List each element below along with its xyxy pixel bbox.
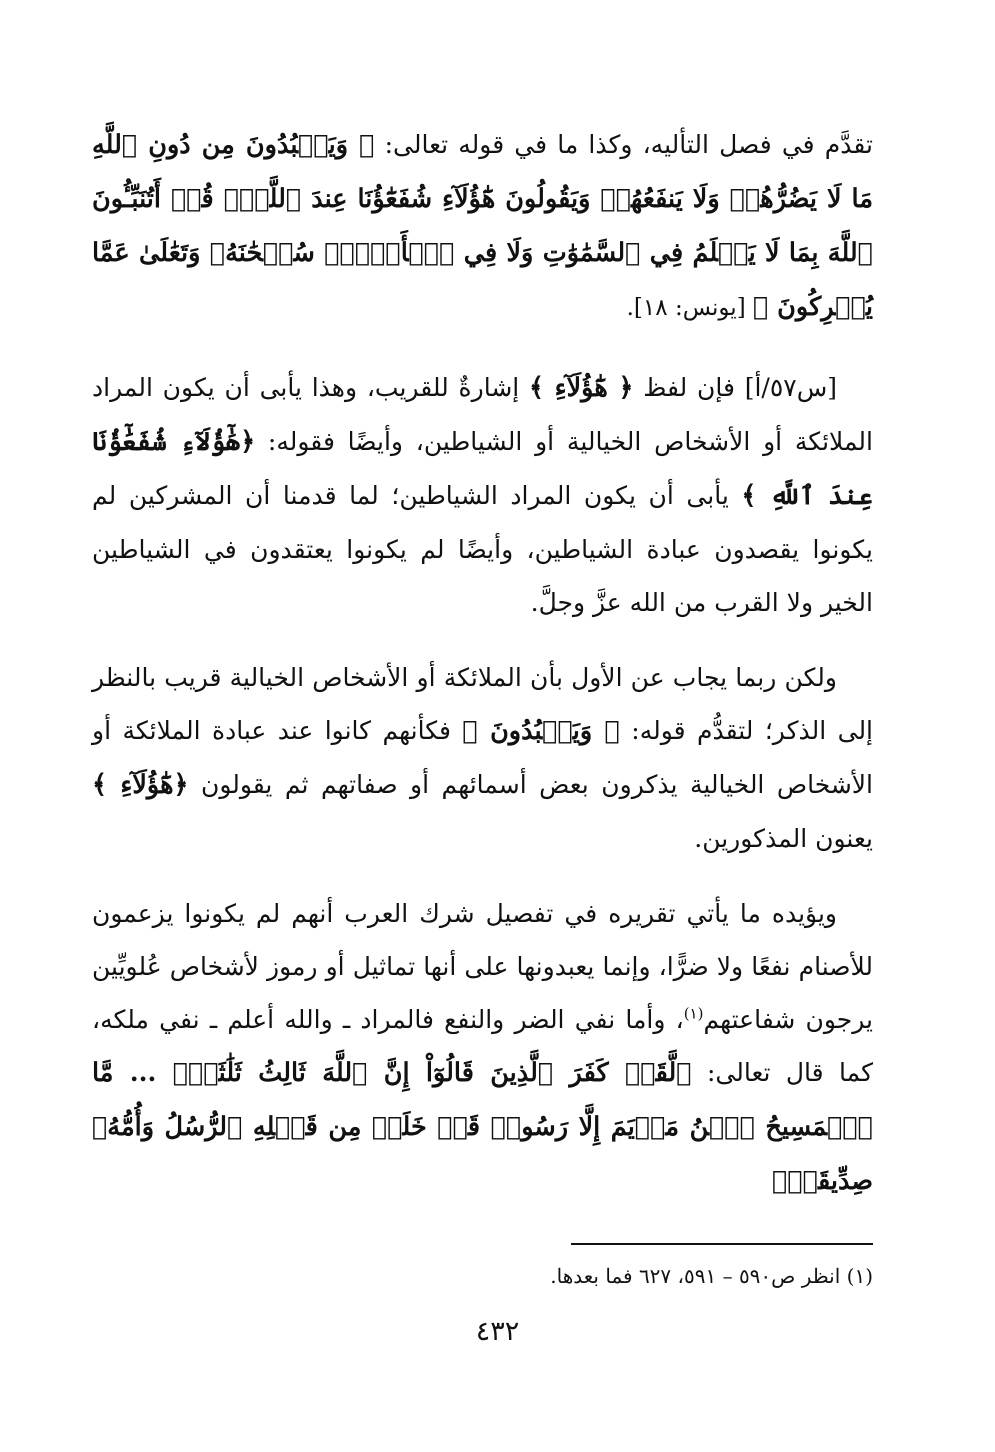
paragraph-text: تقدَّم في فصل التأليه، وكذا ما في قوله تعالى: — [374, 130, 873, 159]
paragraph-text: [س٥٧/أ] فإن لفظ — [633, 373, 837, 402]
main-text — [92, 118, 873, 1230]
quran-word: ﴿هَٰٓؤُلَآءِ ﴾ — [92, 770, 189, 800]
paragraph-text: يعنون المذكورين. — [694, 824, 873, 853]
paragraph-3 — [92, 651, 873, 865]
paragraph-text: إشارةٌ للقريب، وهذا يأبى أن يكون المراد الملائكة أو الأشخاص الخيالية أو الشياطين، وأيضًا فقوله: — [92, 373, 873, 456]
quran-word: ﴿ هَٰٓؤُلَآءِ ﴾ — [529, 373, 634, 403]
paragraph-text: ولكن ربما يجاب عن الأول بأن الملائكة أو الأشخاص الخيالية قريب بالنظر إلى الذكر؛ لتقدُّم قوله: — [92, 663, 874, 745]
footnote-marker[interactable]: (١) — [683, 1004, 704, 1023]
quran-verse: ﴿ وَيَعۡبُدُونَ مِن دُونِ ٱللَّهِ مَا لَا يَضُرُّهُمۡ وَلَا يَنفَعُهُمۡ وَيَقُولُونَ هَٰٓؤُلَآءِ شُفَعَٰٓؤُنَا عِندَ ٱللَّهِۚ قُلۡ أَتُنَبِّـُٔونَ ٱللَّهَ بِمَا لَا يَعۡلَمُ فِي ٱلسَّمَٰوَٰتِ وَلَا فِي ٱلۡأَرۡضِۚ سُبۡحَٰنَهُۥ وَتَعَٰلَىٰ عَمَّا يُشۡرِكُونَ ﴾ — [92, 130, 873, 322]
paragraph-text: ويؤيده ما يأتي تقريره في تفصيل شرك العرب أنهم لم يكونوا يزعمون للأصنام نفعًا ولا ضرًّا، وإنما يعبدونها على أنها تماثيل أو رموز لأشخاص عُلويِّين يرجون شفاعتهم — [92, 899, 873, 1034]
paragraph-text: يأبى أن يكون المراد الشياطين؛ لما قدمنا أن المشركين لم يكونوا يقصدون عبادة الشياطين، وأيضًا لم يكونوا يعتقدون في الشياطين الخير ولا القرب من الله عزَّ وجلَّ. — [92, 481, 873, 617]
paragraph-text: ، وأما نفي الضر والنفع فالمراد ـ والله أعلم ـ نفي ملكه، كما قال تعالى: — [92, 1005, 873, 1087]
quran-verse: ﴿هَٰٓؤُلَآءِ شُفَعَٰٓؤُنَا عِندَ ٱللَّهِ ﴾ — [92, 427, 873, 511]
paragraph-4 — [92, 887, 873, 1208]
paragraph-2 — [92, 361, 873, 629]
verse-reference: [يونس: ١٨]. — [626, 295, 753, 321]
paragraph-text: فكأنهم كانوا عند عبادة الملائكة أو الأشخاص الخيالية يذكرون بعض أسمائهم أو صفاتهم ثم يقولون — [92, 716, 874, 799]
quran-word: ﴿ وَيَعۡبُدُونَ ﴾ — [462, 716, 620, 746]
footnote: (١) انظر ص٥٩٠ – ٥٩١، ٦٢٧ فما بعدها. — [550, 1264, 873, 1288]
quran-verse: ﴿لَّقَدۡ كَفَرَ ٱلَّذِينَ قَالُوٓاْ إِنَّ ٱللَّهَ ثَالِثُ ثَلَٰثَةٖۘ ... مَّا ٱلۡمَسِيحُ ٱبۡنُ مَرۡيَمَ إِلَّا رَسُولٞ قَدۡ خَلَتۡ مِن قَبۡلِهِ ٱلرُّسُلُ وَأُمُّهُۥ صِدِّيقَةٞۖ — [92, 1058, 873, 1196]
paragraph-1 — [92, 118, 873, 335]
page-number: ٤٣٢ — [475, 1316, 520, 1347]
footnote-divider — [571, 1243, 873, 1245]
